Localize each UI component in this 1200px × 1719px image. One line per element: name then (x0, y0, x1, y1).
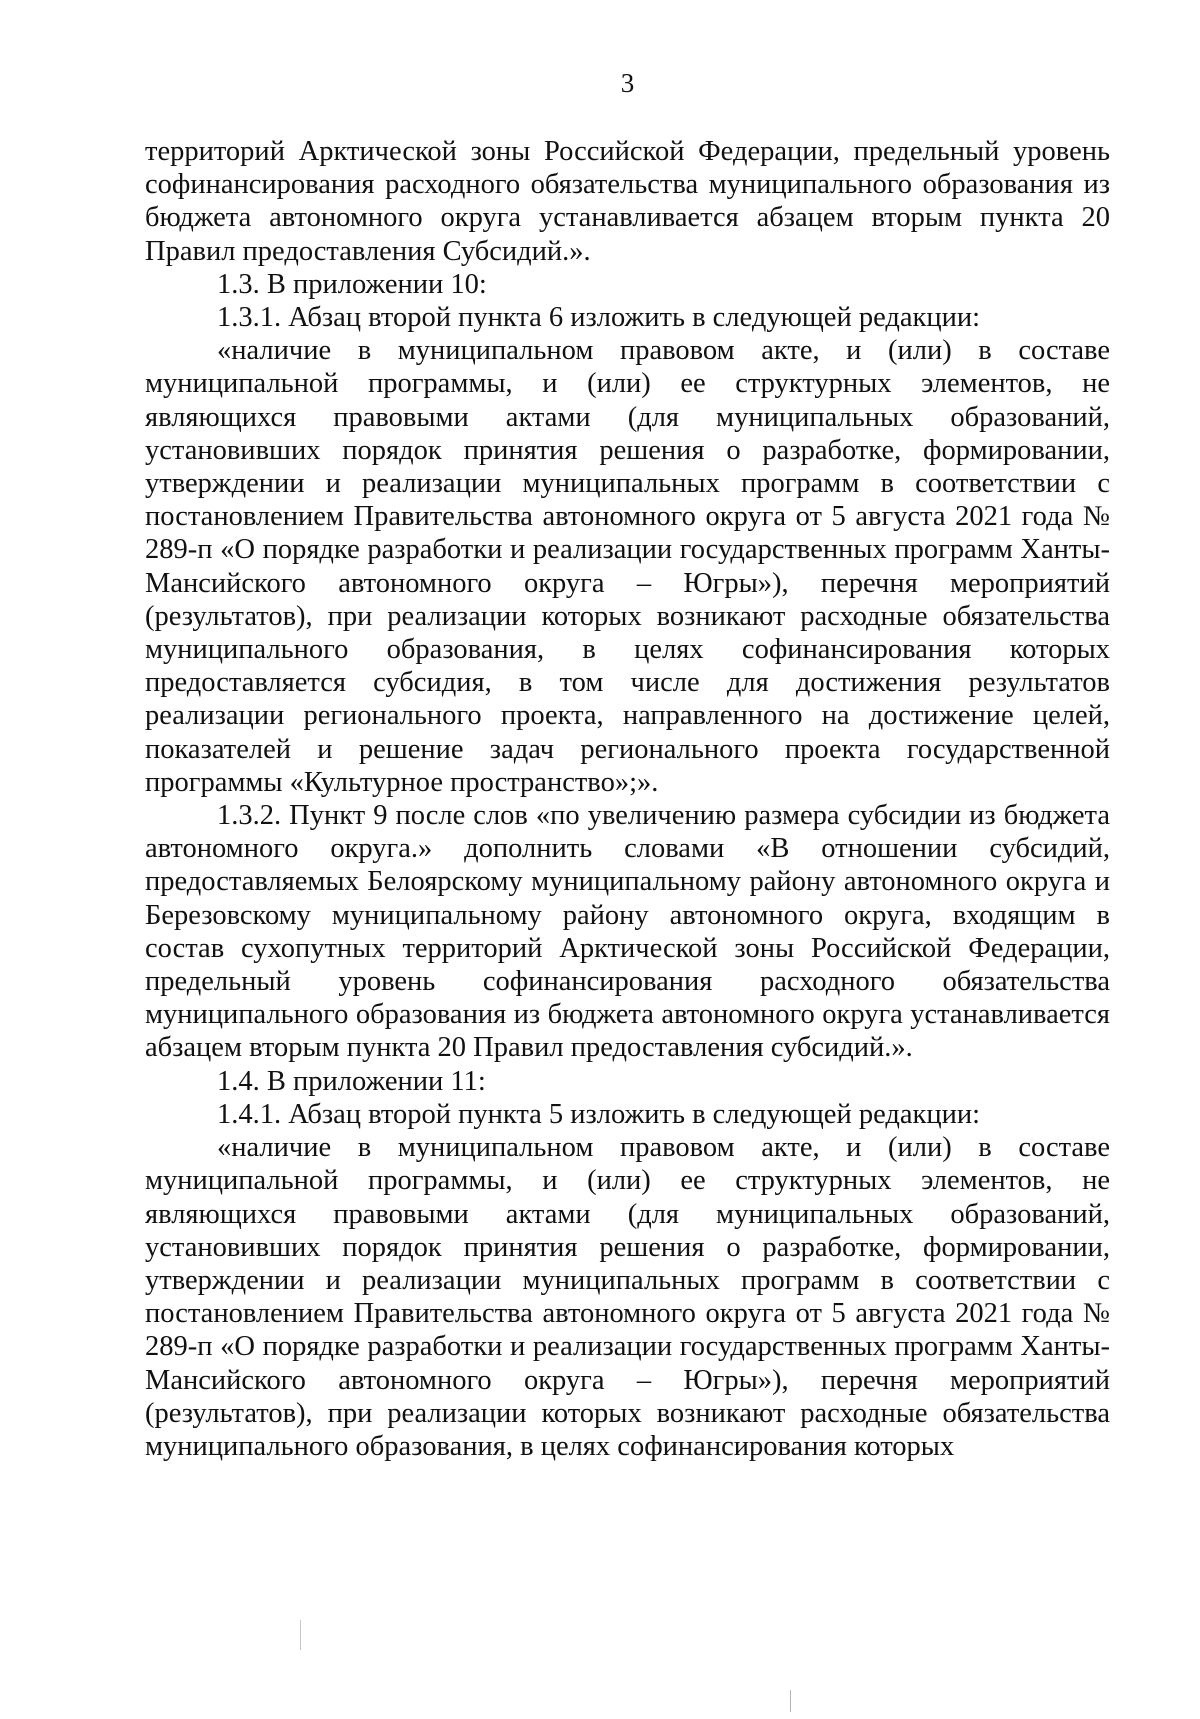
scan-artifact-mark (790, 1690, 791, 1712)
paragraph-section-1-3: 1.3. В приложении 10: (217, 268, 487, 300)
paragraph-section-1-3-2: 1.3.2. Пункт 9 после слов «по увеличению размера субсидии из бюджета автономного округа.» дополнить словами «В отношении субсидий, предоставляемых Белоярскому муниципальному району автономного округа и Березовскому муниципальному району автономного округа, входящим в состав сухопутных территорий Арктической зоны Российской Федерации, предельный уровень софинансирования расходного обязательства муниципального образования из бюджета автономного округа устанавливается абзацем вторым пункта 20 Правил предоставления субсидий.». (145, 800, 1110, 1064)
scan-artifact-mark (300, 1620, 301, 1650)
paragraph-section-1-4-1: 1.4.1. Абзац второй пункта 5 изложить в следующей редакции: (217, 1098, 981, 1130)
paragraph-continuation: территорий Арктической зоны Российской Федерации, предельный уровень софинансирования расходного обязательства муниципального образования из бюджета автономного округа устанавливается абзацем вторым пункта 20 Правил предоставления Субсидий.». (145, 136, 1110, 267)
document-body (145, 135, 1110, 1463)
paragraph-section-1-4: 1.4. В приложении 11: (217, 1065, 486, 1097)
paragraph-section-1-3-1: 1.3.1. Абзац второй пункта 6 изложить в следующей редакции: (217, 302, 981, 334)
paragraph-quoted-text-1: «наличие в муниципальном правовом акте, и (или) в составе муниципальной программы, и (или) ее структурных элементов, не являющихся правовыми актами (для муниципальных образований, установивших порядок принятия решения о разработке, формировании, утверждении и реализации муниципальных программ в соответствии с постановлением Правительства автономного округа от 5 августа 2021 года № 289-п «О порядке разработки и реализации государственных программ Ханты-Мансийского автономного округа – Югры»), перечня мероприятий (результатов), при реализации которых возникают расходные обязательства муниципального образования, в целях софинансирования которых предоставляется субсидия, в том числе для достижения результатов реализации регионального проекта, направленного на достижение целей, показателей и решение задач регионального проекта государственной программы «Культурное пространство»;». (145, 335, 1110, 798)
paragraph-quoted-text-2: «наличие в муниципальном правовом акте, и (или) в составе муниципальной программы, и (или) ее структурных элементов, не являющихся правовыми актами (для муниципальных образований, установивших порядок принятия решения о разработке, формировании, утверждении и реализации муниципальных программ в соответствии с постановлением Правительства автономного округа от 5 августа 2021 года № 289-п «О порядке разработки и реализации государственных программ Ханты-Мансийского автономного округа – Югры»), перечня мероприятий (результатов), при реализации которых возникают расходные обязательства муниципального образования, в целях софинансирования которых (145, 1132, 1110, 1462)
page-number: 3 (620, 68, 635, 98)
